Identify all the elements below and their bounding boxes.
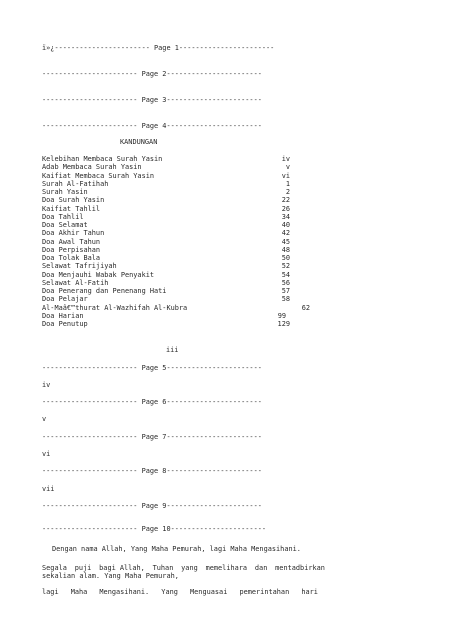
toc-item[interactable] [42, 188, 302, 196]
page-separator-5: ----------------------- Page 5----------------------- [42, 364, 262, 372]
toc-item[interactable] [42, 172, 302, 180]
page-separator-9: ----------------------- Page 9----------------------- [42, 502, 262, 510]
toc-item-page: 54 [281, 270, 290, 279]
toc-item-title: Kaifiat Tahlil [42, 204, 101, 213]
toc-item-page: iv [281, 155, 290, 163]
toc-item-title: Selawat Al-Fatih [42, 278, 109, 287]
toc-item-page: 48 [281, 245, 290, 254]
toc-item-page: 56 [281, 278, 290, 287]
paragraph-line [42, 564, 325, 572]
toc-item-page: vi [281, 171, 290, 180]
toc-item-page: 22 [281, 196, 290, 205]
toc-item-title: Kelebihan Membaca Surah Yasin [42, 155, 163, 163]
toc-item[interactable] [42, 213, 302, 221]
toc-item[interactable] [42, 221, 302, 229]
toc-item-page: v [285, 163, 290, 172]
toc-item[interactable] [42, 205, 302, 213]
toc-item-title: Surah Al-Fatihah [42, 179, 109, 188]
toc-item[interactable] [42, 320, 302, 328]
paragraph-line: sekalian alam. Yang Maha Pemurah, [42, 572, 179, 580]
page-number: iv [42, 381, 51, 389]
toc-item-title: Al-Maâ€™thurat Al-Wazhifah Al-Kubra [42, 303, 188, 312]
toc-item[interactable] [42, 229, 302, 237]
word: hari [301, 588, 318, 596]
word: Tuhan [152, 564, 174, 572]
toc-item-page: 26 [281, 204, 290, 213]
word: Maha [70, 588, 88, 596]
toc-item-page: 58 [281, 295, 290, 304]
toc-item[interactable] [42, 295, 302, 303]
toc-item[interactable] [42, 287, 302, 295]
toc-item[interactable] [42, 254, 302, 262]
word: puji [74, 564, 92, 572]
basmalah-text: Dengan nama Allah, Yang Maha Pemurah, lagi Maha Mengasihani. [52, 545, 301, 553]
page-separator-10: ----------------------- Page 10----------------------- [42, 525, 267, 533]
toc-item-title: Doa Pelajar [42, 295, 88, 304]
toc-item-title: Selawat Tafrijiyah [42, 262, 117, 271]
toc-item[interactable] [42, 312, 302, 320]
word: dan [254, 564, 268, 572]
toc-item-page: 40 [281, 221, 290, 229]
toc-item[interactable] [42, 180, 302, 188]
page-separator-8: ----------------------- Page 8----------------------- [42, 467, 262, 475]
toc-title: KANDUNGAN [120, 138, 158, 146]
page-separator-3: ----------------------- Page 3----------------------- [42, 96, 262, 104]
toc-item-title: Doa Selamat [42, 221, 88, 229]
toc-item-title: Doa Penutup [42, 320, 88, 328]
toc-item-title: Doa Harian [42, 311, 84, 320]
toc-item[interactable] [42, 155, 302, 163]
toc-item-title: Doa Penerang dan Penenang Hati [42, 287, 167, 295]
page-separator-7: ----------------------- Page 7----------------------- [42, 433, 262, 441]
toc-item-page: 57 [281, 287, 290, 295]
toc-item-page: 50 [281, 254, 290, 262]
page-number: vi [42, 450, 51, 458]
toc-item-title: Doa Perpisahan [42, 245, 101, 254]
word: pemerintahan [239, 588, 290, 596]
toc-item-title: Adab Membaca Surah Yasin [42, 163, 142, 172]
word: Yang [161, 588, 178, 596]
toc-item[interactable] [42, 163, 302, 171]
word: memelihara [205, 564, 248, 572]
toc-item-title: Doa Menjauhi Wabak Penyakit [42, 270, 155, 279]
word: bagi Allah, [99, 564, 145, 572]
paragraph-line [42, 588, 318, 596]
toc-item-title: Surah Yasin [42, 188, 88, 196]
toc-item-page: 129 [277, 320, 290, 328]
page-number: v [42, 415, 47, 423]
toc-item[interactable] [42, 279, 302, 287]
toc-item-title: Doa Awal Tahun [42, 237, 101, 246]
toc-item[interactable] [42, 196, 302, 204]
toc-item-page: 45 [281, 237, 290, 246]
toc-item-title: Kaifiat Membaca Surah Yasin [42, 171, 155, 180]
toc-item-page: 99 [277, 311, 286, 320]
toc-item[interactable] [42, 246, 302, 254]
word: Segala [42, 564, 67, 572]
toc-item-title: Doa Akhir Tahun [42, 229, 105, 238]
toc-item-page: 2 [285, 188, 290, 196]
word: mentadbirkan [275, 564, 325, 572]
word: Menguasai [190, 588, 228, 596]
word: lagi [42, 588, 59, 596]
toc-item-title: Doa Surah Yasin [42, 196, 105, 205]
toc-item-page: 34 [281, 212, 290, 221]
page-separator-4: ----------------------- Page 4----------------------- [42, 122, 262, 130]
page-separator-1: ï»¿----------------------- Page 1----------------------- [42, 44, 275, 52]
toc-item-page: 42 [281, 229, 290, 238]
toc-item[interactable] [42, 271, 302, 279]
toc-footer-page-number: iii [166, 346, 179, 354]
word: Mengasihani. [99, 588, 150, 596]
page-number: vii [42, 485, 55, 493]
toc-item[interactable] [42, 238, 302, 246]
page-separator-6: ----------------------- Page 6----------------------- [42, 398, 262, 406]
toc-item-title: Doa Tolak Bala [42, 254, 101, 262]
toc-item-page: 62 [301, 303, 310, 312]
word: yang [181, 564, 198, 572]
toc-item-page: 52 [281, 262, 290, 271]
toc-item-title: Doa Tahlil [42, 212, 84, 221]
toc-item-page: 1 [285, 179, 290, 188]
table-of-contents [42, 155, 310, 328]
toc-item[interactable] [42, 303, 310, 312]
toc-item[interactable] [42, 262, 302, 270]
page-separator-2: ----------------------- Page 2----------------------- [42, 70, 262, 78]
